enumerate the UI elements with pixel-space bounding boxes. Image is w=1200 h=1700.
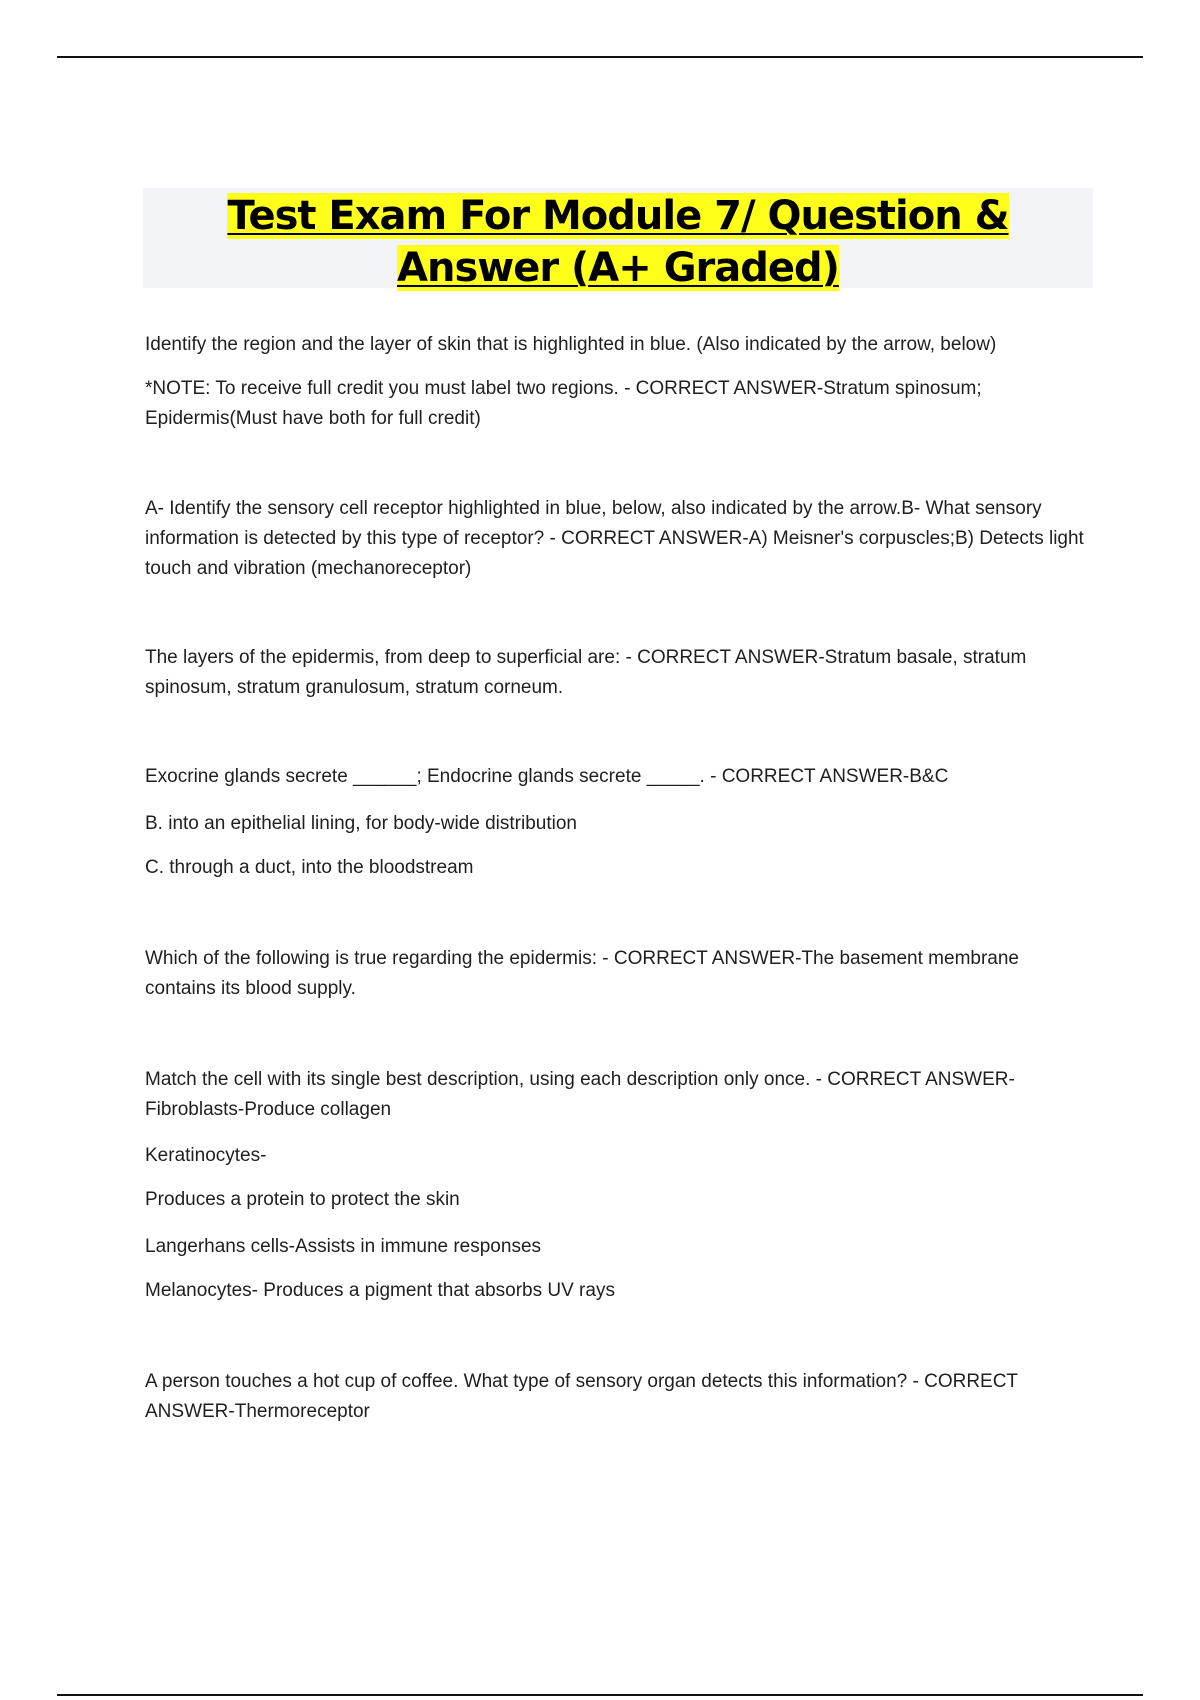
question-5: Which of the following is true regarding the epidermis: - CORRECT ANSWER-The basement membrane contains its blood supply. xyxy=(145,948,1019,999)
title-line-2: Answer (A+ Graded) xyxy=(397,245,839,291)
title-line-1: Test Exam For Module 7/ Question & xyxy=(227,193,1009,239)
question-3: The layers of the epidermis, from deep to superficial are: - CORRECT ANSWER-Stratum basale, stratum spinosum, stratum granulosum, stratum corneum. xyxy=(145,647,1027,698)
question-6-melanocytes: Melanocytes- Produces a pigment that absorbs UV rays xyxy=(145,1280,615,1301)
title-banner xyxy=(143,188,1093,291)
question-6: Match the cell with its single best description, using each description only once. - CORRECT ANSWER-Fibroblasts-Produce collagen xyxy=(145,1069,1015,1120)
bottom-rule xyxy=(57,1694,1143,1696)
question-6-langerhans: Langerhans cells-Assists in immune responses xyxy=(145,1236,542,1257)
question-4-option-b: B. into an epithelial lining, for body-wide distribution xyxy=(145,813,577,834)
question-1-prompt: Identify the region and the layer of skin that is highlighted in blue. (Also indicated by the arrow, below) xyxy=(145,334,997,355)
question-7: A person touches a hot cup of coffee. What type of sensory organ detects this information? - CORRECT ANSWER-Thermoreceptor xyxy=(145,1371,1018,1422)
question-1-note-answer: *NOTE: To receive full credit you must label two regions. - CORRECT ANSWER-Stratum spinosum; Epidermis(Must have both for full credit) xyxy=(145,378,982,429)
question-6-keratinocytes-desc: Produces a protein to protect the skin xyxy=(145,1189,460,1210)
question-4-option-c: C. through a duct, into the bloodstream xyxy=(145,857,474,878)
question-6-keratinocytes: Keratinocytes- xyxy=(145,1145,267,1166)
document-title xyxy=(143,188,1093,294)
question-2: A- Identify the sensory cell receptor highlighted in blue, below, also indicated by the arrow.B- What sensory information is detected by this type of receptor? - CORRECT ANSWER-A) Meisner's corpuscles;B) Detects light touch and vibration (mechanoreceptor) xyxy=(145,498,1084,579)
question-4: Exocrine glands secrete ______; Endocrine glands secrete _____. - CORRECT ANSWER-B&C xyxy=(145,766,949,787)
top-rule xyxy=(57,56,1143,58)
